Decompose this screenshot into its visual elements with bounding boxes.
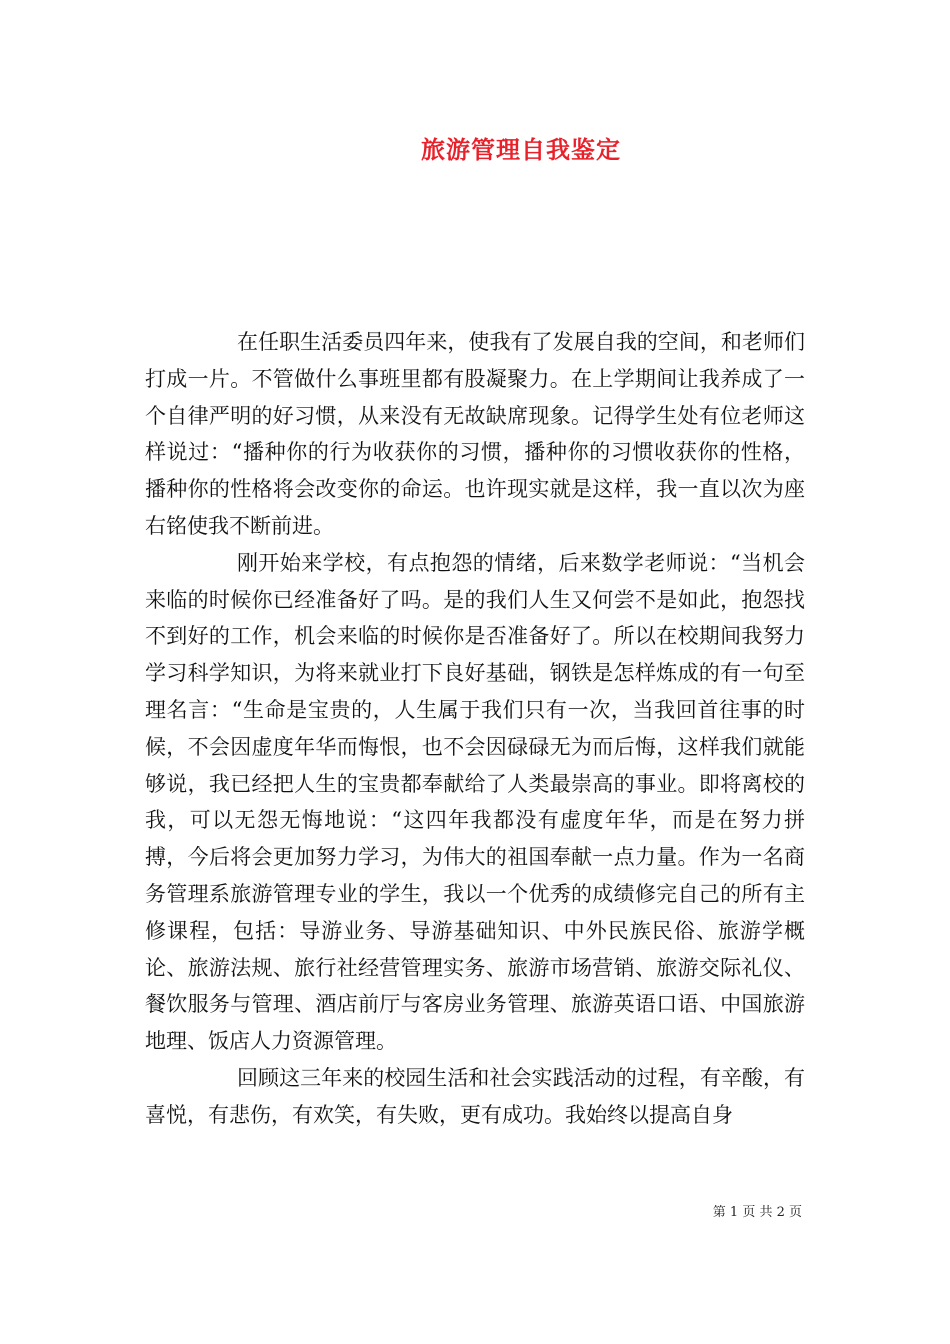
paragraph-3: 回顾这三年来的校园生活和社会实践活动的过程，有辛酸，有喜悦，有悲伤，有欢笑，有失败，更有成功。我始终以提高自身 [145, 1065, 805, 1127]
paragraph-2: 刚开始来学校，有点抱怨的情绪，后来数学老师说：“当机会来临的时候你已经准备好了吗。是的我们人生又何尝不是如此，抱怨找不到好的工作，机会来临的时候你是否准备好了。所以在校期间我努力学习科学知识，为将来就业打下良好基础，钢铁是怎样炼成的有一句至理名言：“生命是宝贵的，人生属于我们只有一次，当我回首往事的时候，不会因虚度年华而悔恨，也不会因碌碌无为而后悔，这样我们就能够说，我已经把人生的宝贵都奉献给了人类最崇高的事业。即将离校的我，可以无怨无悔地说：“这四年我都没有虚度年华，而是在努力拼搏，今后将会更加努力学习，为伟大的祖国奉献一点力量。作为一名商务管理系旅游管理专业的学生，我以一个优秀的成绩修完自己的所有主修课程，包括：导游业务、导游基础知识、中外民族民俗、旅游学概论、旅游法规、旅行社经营管理实务、旅游市场营销、旅游交际礼仪、餐饮服务与管理、酒店前厅与客房业务管理、旅游英语口语、中国旅游地理、饭店人力资源管理。 [145, 550, 805, 1054]
document-title: 旅游管理自我鉴定 [421, 135, 621, 164]
document-body [145, 324, 805, 1134]
paragraph-1: 在任职生活委员四年来，使我有了发展自我的空间，和老师们打成一片。不管做什么事班里都有股凝聚力。在上学期间让我养成了一个自律严明的好习惯，从来没有无故缺席现象。记得学生处有位老师这样说过：“播种你的行为收获你的习惯，播种你的习惯收获你的性格，播种你的性格将会改变你的命运。也许现实就是这样，我一直以次为座右铭使我不断前进。 [145, 330, 805, 538]
page-footer: 第 1 页 共 2 页 [712, 1205, 802, 1220]
